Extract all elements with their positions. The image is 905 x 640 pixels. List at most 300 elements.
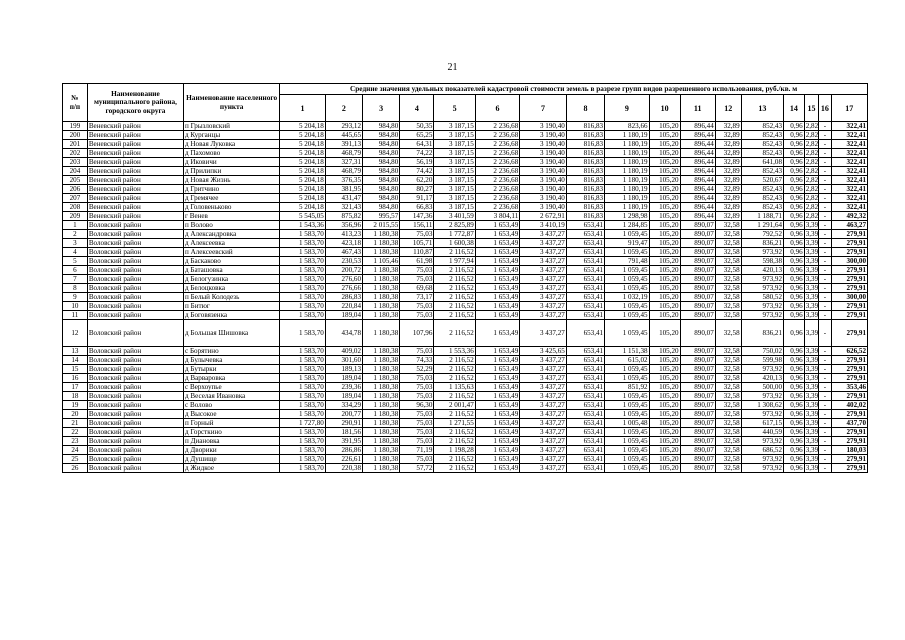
value-cell: 5 204,18 xyxy=(280,149,326,158)
value-cell: 1 198,28 xyxy=(434,446,475,455)
value-cell: 750,02 xyxy=(741,347,783,356)
value-cell: 279,91 xyxy=(831,437,867,446)
column-number: 17 xyxy=(831,95,867,122)
value-cell: 189,04 xyxy=(325,311,362,320)
value-cell: - xyxy=(819,239,831,248)
value-cell: 445,65 xyxy=(325,131,362,140)
table-row xyxy=(63,266,868,275)
value-cell: 32,58 xyxy=(715,356,741,365)
value-cell: 1 653,49 xyxy=(475,437,519,446)
value-cell: 110,87 xyxy=(400,248,434,257)
value-cell: 3 437,27 xyxy=(520,446,567,455)
district-name: Воловский район xyxy=(87,419,183,428)
page-number: 21 xyxy=(447,62,458,73)
value-cell: 1 180,19 xyxy=(605,203,649,212)
value-cell: 3,39 xyxy=(804,320,818,347)
value-cell: 653,41 xyxy=(566,221,604,230)
value-cell: 0,96 xyxy=(784,365,805,374)
row-number: 2 xyxy=(63,230,88,239)
value-cell: 3 190,40 xyxy=(520,158,567,167)
value-cell: 1 180,19 xyxy=(605,131,649,140)
value-cell: 2,82 xyxy=(805,139,819,148)
value-cell: 896,44 xyxy=(680,185,715,194)
settlement-name: д Булычевка xyxy=(184,356,280,365)
value-cell: 279,91 xyxy=(831,464,867,473)
value-cell: - xyxy=(819,401,831,410)
value-cell: 1 180,38 xyxy=(363,302,400,311)
column-number: 14 xyxy=(784,95,805,122)
row-number: 200 xyxy=(63,131,88,140)
value-cell: 2,82 xyxy=(805,166,819,175)
value-cell: 5 204,18 xyxy=(280,158,326,167)
value-cell: 0,96 xyxy=(784,383,805,392)
value-cell: 0,96 xyxy=(784,293,805,302)
value-cell: 1 059,45 xyxy=(605,311,649,320)
value-cell: 3,39 xyxy=(805,391,819,400)
value-cell: 0,96 xyxy=(784,320,805,347)
value-cell: 995,57 xyxy=(363,212,400,221)
value-cell: 189,13 xyxy=(325,365,362,374)
value-cell: 896,44 xyxy=(680,194,715,203)
table-row xyxy=(63,131,868,140)
value-cell: 816,83 xyxy=(566,122,604,131)
value-cell: 3 437,27 xyxy=(520,419,567,428)
value-cell: 32,58 xyxy=(715,464,741,473)
district-name: Воловский район xyxy=(87,383,183,392)
value-cell: 468,79 xyxy=(325,149,362,158)
value-cell: 322,41 xyxy=(831,140,867,149)
value-cell: 32,89 xyxy=(715,212,741,221)
value-cell: 105,20 xyxy=(649,212,680,221)
value-cell: 3 437,27 xyxy=(520,293,567,302)
settlement-name: д Иковичи xyxy=(184,158,280,167)
value-cell: 2 236,68 xyxy=(475,167,519,176)
value-cell: 653,41 xyxy=(566,401,604,410)
value-cell: 1 543,36 xyxy=(280,221,326,230)
value-cell: 890,07 xyxy=(680,419,715,428)
value-cell: - xyxy=(819,293,831,302)
value-cell: 3 187,15 xyxy=(434,131,475,140)
value-cell: - xyxy=(819,437,831,446)
value-cell: 1 653,49 xyxy=(475,455,519,464)
value-cell: 2 116,52 xyxy=(434,320,475,347)
value-cell: 973,92 xyxy=(741,392,783,401)
value-cell: 105,20 xyxy=(649,455,680,464)
value-cell: 1 180,38 xyxy=(363,455,400,464)
value-cell: 3 410,19 xyxy=(520,221,567,230)
value-cell: 32,58 xyxy=(715,392,741,401)
value-cell: 3,39 xyxy=(805,427,819,436)
district-name: Веневский район xyxy=(87,140,183,149)
value-cell: 105,20 xyxy=(649,194,680,203)
value-cell: 376,35 xyxy=(325,176,362,185)
value-cell: 2 116,52 xyxy=(434,464,475,473)
value-cell: 984,80 xyxy=(363,185,400,194)
row-number: 207 xyxy=(63,194,88,203)
value-cell: 836,21 xyxy=(741,239,783,248)
value-cell: - xyxy=(819,428,831,437)
value-cell: 1 653,49 xyxy=(475,221,519,230)
value-cell: 32,58 xyxy=(715,347,741,356)
value-cell: - xyxy=(819,131,831,140)
value-cell: 3,39 xyxy=(805,292,819,301)
value-cell: 1 180,38 xyxy=(363,401,400,410)
district-name: Веневский район xyxy=(87,122,183,131)
value-cell: 74,33 xyxy=(400,356,434,365)
value-cell: 3 190,40 xyxy=(520,122,567,131)
value-cell: 1 583,70 xyxy=(280,428,326,437)
value-cell: 1 583,70 xyxy=(280,410,326,419)
table-header xyxy=(63,84,868,122)
value-cell: 1 180,19 xyxy=(605,140,649,149)
value-cell: 279,91 xyxy=(831,230,867,239)
value-cell: 3 437,27 xyxy=(520,383,567,392)
column-number: 13 xyxy=(741,95,783,122)
value-cell: 890,07 xyxy=(680,320,715,347)
value-cell: 327,31 xyxy=(325,158,362,167)
value-cell: 3 187,15 xyxy=(434,158,475,167)
value-cell: 1 977,94 xyxy=(434,257,475,266)
value-cell: 890,07 xyxy=(680,392,715,401)
value-cell: 852,43 xyxy=(741,131,783,140)
value-cell: 61,98 xyxy=(400,257,434,266)
value-cell: 653,41 xyxy=(566,383,604,392)
value-cell: 3,39 xyxy=(805,220,819,229)
value-cell: 653,41 xyxy=(566,455,604,464)
value-cell: 279,91 xyxy=(831,410,867,419)
district-name: Веневский район xyxy=(87,176,183,185)
value-cell: 50,35 xyxy=(400,122,434,131)
value-cell: 3 437,27 xyxy=(520,356,567,365)
value-cell: 0,96 xyxy=(784,410,805,419)
value-cell: 1 308,62 xyxy=(741,401,783,410)
value-cell: 896,44 xyxy=(680,131,715,140)
value-cell: 64,31 xyxy=(400,140,434,149)
column-number: 10 xyxy=(649,95,680,122)
value-cell: 32,89 xyxy=(715,140,741,149)
value-cell: 890,07 xyxy=(680,428,715,437)
value-cell: 3 190,40 xyxy=(520,140,567,149)
value-cell: 1 059,45 xyxy=(605,446,649,455)
value-cell: 1 583,70 xyxy=(280,392,326,401)
table-row xyxy=(63,284,868,293)
value-cell: 1 583,70 xyxy=(280,401,326,410)
settlement-name: с Волово xyxy=(184,401,280,410)
value-cell: 279,91 xyxy=(831,302,867,311)
value-cell: 3 437,27 xyxy=(520,266,567,275)
value-cell: 2,82 xyxy=(805,148,819,157)
value-cell: 279,91 xyxy=(831,428,867,437)
value-cell: 3 437,27 xyxy=(520,239,567,248)
district-name: Веневский район xyxy=(87,158,183,167)
district-name: Воловский район xyxy=(87,437,183,446)
value-cell: 973,92 xyxy=(741,455,783,464)
table-row xyxy=(63,311,868,320)
value-cell: 1 180,19 xyxy=(605,167,649,176)
district-name: Воловский район xyxy=(87,284,183,293)
settlement-name: д Душище xyxy=(184,455,280,464)
value-cell: 890,07 xyxy=(680,266,715,275)
row-number: 21 xyxy=(63,419,88,428)
value-cell: 0,96 xyxy=(784,248,805,257)
value-cell: 1 180,38 xyxy=(363,437,400,446)
value-cell: 3,39 xyxy=(805,400,819,409)
table-row xyxy=(63,221,868,230)
value-cell: 32,58 xyxy=(715,428,741,437)
value-cell: 1 180,38 xyxy=(363,446,400,455)
value-cell: 984,80 xyxy=(363,194,400,203)
value-cell: 75,03 xyxy=(400,302,434,311)
value-cell: 279,91 xyxy=(831,365,867,374)
value-cell: - xyxy=(819,185,831,194)
value-cell: 823,66 xyxy=(605,122,649,131)
value-cell: 816,83 xyxy=(566,149,604,158)
table-row xyxy=(63,140,868,149)
value-cell: 1 583,70 xyxy=(280,437,326,446)
row-number: 4 xyxy=(63,248,88,257)
value-cell: 239,36 xyxy=(325,383,362,392)
value-cell: 1 653,49 xyxy=(475,401,519,410)
row-number: 6 xyxy=(63,266,88,275)
row-number: 10 xyxy=(63,302,88,311)
value-cell: 1 583,70 xyxy=(280,311,326,320)
value-cell: 3,39 xyxy=(805,274,819,283)
value-cell: 686,52 xyxy=(741,446,783,455)
district-name: Воловский район xyxy=(87,392,183,401)
value-cell: 1 180,38 xyxy=(363,356,400,365)
value-cell: 1 298,98 xyxy=(605,212,649,221)
settlement-name: д Высокое xyxy=(184,410,280,419)
value-cell: 279,91 xyxy=(831,284,867,293)
value-cell: 2 236,68 xyxy=(475,194,519,203)
district-name: Веневский район xyxy=(87,212,183,221)
settlement-name: п Битюг xyxy=(184,302,280,311)
value-cell: 1 059,45 xyxy=(605,302,649,311)
row-number: 203 xyxy=(63,158,88,167)
value-cell: 3 401,59 xyxy=(434,212,475,221)
table-row xyxy=(63,185,868,194)
value-cell: 180,03 xyxy=(831,446,867,455)
value-cell: - xyxy=(819,320,831,347)
value-cell: 2,82 xyxy=(805,211,819,220)
value-cell: 105,20 xyxy=(649,410,680,419)
value-cell: 75,03 xyxy=(400,374,434,383)
value-cell: - xyxy=(819,365,831,374)
value-cell: - xyxy=(819,149,831,158)
district-name: Воловский район xyxy=(87,248,183,257)
value-cell: 32,58 xyxy=(715,365,741,374)
value-cell: 1 653,49 xyxy=(475,248,519,257)
value-cell: 0,96 xyxy=(784,455,805,464)
value-cell: 32,89 xyxy=(715,176,741,185)
value-cell: 105,20 xyxy=(649,185,680,194)
header-values-title: Средние значения удельных показателей кадастровой стоимости земель в разрезе групп видов разрешенного использования, руб./кв. м xyxy=(280,84,868,95)
value-cell: 0,96 xyxy=(784,446,805,455)
row-number: 20 xyxy=(63,410,88,419)
value-cell: 1 653,49 xyxy=(475,392,519,401)
value-cell: 437,70 xyxy=(831,419,867,428)
value-cell: 2 672,91 xyxy=(520,212,567,221)
row-number: 13 xyxy=(63,347,88,356)
value-cell: 1 180,38 xyxy=(363,248,400,257)
value-cell: 5 204,18 xyxy=(280,194,326,203)
value-cell: - xyxy=(819,230,831,239)
value-cell: 105,20 xyxy=(649,464,680,473)
value-cell: 3 190,40 xyxy=(520,185,567,194)
value-cell: 3,39 xyxy=(805,373,819,382)
value-cell: 107,96 xyxy=(400,320,434,347)
value-cell: 3 187,15 xyxy=(434,122,475,131)
value-cell: 32,89 xyxy=(715,149,741,158)
value-cell: - xyxy=(819,275,831,284)
value-cell: 279,91 xyxy=(831,320,867,347)
value-cell: 230,53 xyxy=(325,257,362,266)
value-cell: 1 135,63 xyxy=(434,383,475,392)
value-cell: 2,82 xyxy=(805,121,819,130)
settlement-name: д Бутырки xyxy=(184,365,280,374)
value-cell: 1 059,45 xyxy=(605,284,649,293)
value-cell: 0,96 xyxy=(784,464,805,473)
value-cell: 3 437,27 xyxy=(520,257,567,266)
value-cell: 2 116,52 xyxy=(434,275,475,284)
value-cell: 52,29 xyxy=(400,365,434,374)
settlement-name: п Грызловский xyxy=(184,122,280,131)
table-row xyxy=(63,167,868,176)
value-cell: 0,96 xyxy=(784,239,805,248)
value-cell: 890,07 xyxy=(680,455,715,464)
value-cell: 896,44 xyxy=(680,203,715,212)
value-cell: 32,58 xyxy=(715,383,741,392)
value-cell: 1 653,49 xyxy=(475,446,519,455)
table-row xyxy=(63,356,868,365)
value-cell: 1 059,45 xyxy=(605,401,649,410)
value-cell: 1 180,38 xyxy=(363,392,400,401)
row-number: 22 xyxy=(63,428,88,437)
value-cell: 599,98 xyxy=(741,356,783,365)
value-cell: 890,07 xyxy=(680,221,715,230)
value-cell: 2 116,52 xyxy=(434,374,475,383)
value-cell: 1 059,45 xyxy=(605,410,649,419)
value-cell: - xyxy=(819,248,831,257)
settlement-name: д Белогузинка xyxy=(184,275,280,284)
value-cell: 890,07 xyxy=(680,347,715,356)
value-cell: 391,13 xyxy=(325,140,362,149)
value-cell: 1 600,38 xyxy=(434,239,475,248)
value-cell: 890,07 xyxy=(680,257,715,266)
district-name: Воловский район xyxy=(87,356,183,365)
value-cell: 2 236,68 xyxy=(475,131,519,140)
table-row xyxy=(63,320,868,347)
value-cell: 32,58 xyxy=(715,401,741,410)
value-cell: 1 180,38 xyxy=(363,311,400,320)
value-cell: 816,83 xyxy=(566,140,604,149)
value-cell: 1 059,45 xyxy=(605,266,649,275)
value-cell: 0,96 xyxy=(784,437,805,446)
value-cell: 32,58 xyxy=(715,230,741,239)
value-cell: 189,04 xyxy=(325,374,362,383)
value-cell: 75,03 xyxy=(400,428,434,437)
value-cell: 791,48 xyxy=(605,257,649,266)
row-number: 202 xyxy=(63,149,88,158)
table-row xyxy=(63,212,868,221)
value-cell: 32,58 xyxy=(715,311,741,320)
value-cell: - xyxy=(819,374,831,383)
value-cell: 973,92 xyxy=(741,248,783,257)
value-cell: 75,03 xyxy=(400,275,434,284)
value-cell: 3,39 xyxy=(805,229,819,238)
column-number: 8 xyxy=(566,95,604,122)
value-cell: 220,38 xyxy=(325,464,362,473)
value-cell: 890,07 xyxy=(680,230,715,239)
value-cell: 3 190,40 xyxy=(520,131,567,140)
value-cell: 2 236,68 xyxy=(475,176,519,185)
district-name: Воловский район xyxy=(87,257,183,266)
value-cell: 973,92 xyxy=(741,284,783,293)
value-cell: 75,03 xyxy=(400,266,434,275)
value-cell: 1 180,38 xyxy=(363,320,400,347)
row-number: 24 xyxy=(63,446,88,455)
value-cell: - xyxy=(819,266,831,275)
value-cell: 2 236,68 xyxy=(475,185,519,194)
value-cell: 105,20 xyxy=(649,248,680,257)
value-cell: 816,83 xyxy=(566,185,604,194)
value-cell: 1 653,49 xyxy=(475,266,519,275)
value-cell: 1 059,45 xyxy=(605,455,649,464)
value-cell: 984,80 xyxy=(363,131,400,140)
value-cell: 322,41 xyxy=(831,158,867,167)
value-cell: 32,89 xyxy=(715,122,741,131)
table-row xyxy=(63,293,868,302)
value-cell: 653,41 xyxy=(566,230,604,239)
column-number: 3 xyxy=(363,95,400,122)
value-cell: 279,91 xyxy=(831,356,867,365)
value-cell: 321,43 xyxy=(325,203,362,212)
settlement-name: д Баскаково xyxy=(184,257,280,266)
value-cell: 2 116,52 xyxy=(434,365,475,374)
value-cell: 3 190,40 xyxy=(520,167,567,176)
column-number: 12 xyxy=(715,95,741,122)
value-cell: 1 653,49 xyxy=(475,239,519,248)
value-cell: 1 180,19 xyxy=(605,185,649,194)
value-cell: 1 653,49 xyxy=(475,284,519,293)
value-cell: 1 653,49 xyxy=(475,428,519,437)
value-cell: 492,32 xyxy=(831,212,867,221)
district-name: Воловский район xyxy=(87,221,183,230)
value-cell: 919,47 xyxy=(605,239,649,248)
value-cell: 322,41 xyxy=(831,185,867,194)
value-cell: 105,20 xyxy=(649,374,680,383)
row-number: 3 xyxy=(63,239,88,248)
value-cell: 74,22 xyxy=(400,149,434,158)
value-cell: 2 116,52 xyxy=(434,284,475,293)
column-number: 16 xyxy=(819,95,831,122)
value-cell: 890,07 xyxy=(680,239,715,248)
value-cell: - xyxy=(819,383,831,392)
value-cell: 3 437,27 xyxy=(520,428,567,437)
value-cell: - xyxy=(819,419,831,428)
value-cell: 1 583,70 xyxy=(280,365,326,374)
value-cell: 890,07 xyxy=(680,275,715,284)
value-cell: 62,20 xyxy=(400,176,434,185)
value-cell: 1 653,49 xyxy=(475,230,519,239)
value-cell: 500,00 xyxy=(741,383,783,392)
value-cell: 322,41 xyxy=(831,167,867,176)
value-cell: 105,20 xyxy=(649,221,680,230)
value-cell: 105,20 xyxy=(649,266,680,275)
value-cell: 0,96 xyxy=(784,257,805,266)
value-cell: 896,44 xyxy=(680,140,715,149)
value-cell: - xyxy=(819,194,831,203)
